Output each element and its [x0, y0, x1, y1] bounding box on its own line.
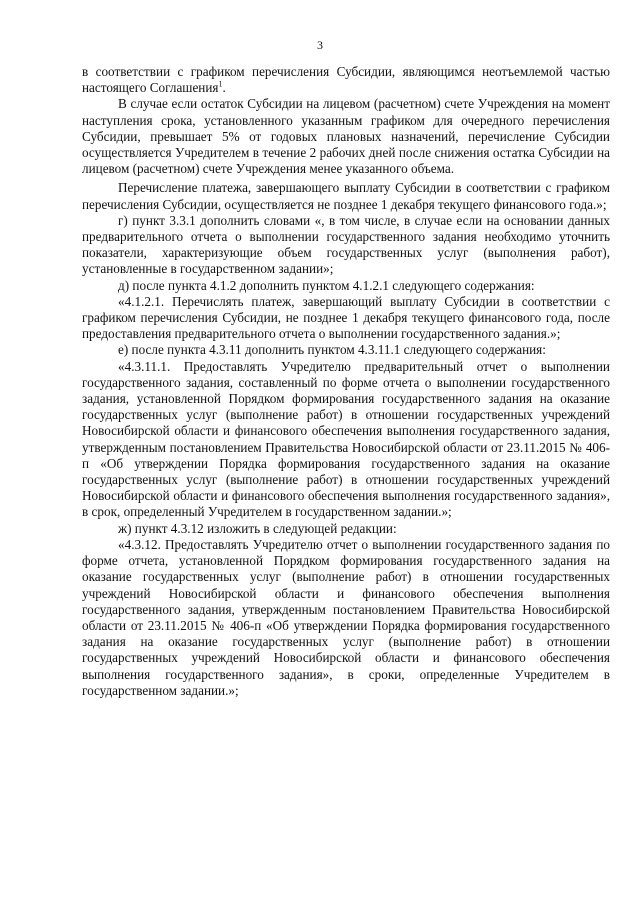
footnote-reference[interactable]: 1	[218, 79, 223, 89]
document-body	[82, 64, 610, 699]
paragraph-end-punct: .	[222, 80, 226, 96]
paragraph-4-3-12: «4.3.12. Предоставлять Учредителю отчет о выполнении государственного задания по форме отчета, установленной Порядком формирования государственного задания на оказание государственных услуг (выполнение работ) в отношении государственных учреждений Новосибирской области и финансового обеспечения выполнения государственного задания, утвержденным постановлением Правительства Новосибирской области от 23.11.2015 № 406-п «Об утверждении Порядка формирования государственного задания на оказание государственных услуг (выполнение работ) в отношении государственных учреждений Новосибирской области и финансового обеспечения выполнения государственного задания», в сроки, определенные Учредителем в государственном задании.»;	[82, 536, 610, 698]
paragraph-item-zh: ж) пункт 4.3.12 изложить в следующей редакции:	[118, 520, 397, 536]
paragraph-item-d: д) после пункта 4.1.2 дополнить пунктом 4.1.2.1 следующего содержания:	[118, 277, 535, 293]
paragraph-remaining-subsidy: В случае если остаток Субсидии на лицевом (расчетном) счете Учреждения на момент наступления срока, установленного указанным графиком для очередного перечисления Субсидии, превышает 5% от годовых плановых назначений, перечисление Субсидии осуществляется Учредителем в течение 2 рабочих дней после снижения остатка Субсидии на лицевом (расчетном) счете Учреждения менее указанного объема.	[82, 96, 610, 177]
paragraph-4-1-2-1: «4.1.2.1. Перечислять платеж, завершающий выплату Субсидии в соответствии с графиком перечисления Субсидии, не позднее 1 декабря текущего финансового года, после предоставления предварительного отчета о выполнении государственного задания.»;	[82, 293, 610, 342]
paragraph-4-3-11-1: «4.3.11.1. Предоставлять Учредителю предварительный отчет о выполнении государственного задания, составленный по форме отчета о выполнении государственного задания, установленной Порядком формирования государственного задания на оказание государственных услуг (выполнение работ) в отношении государственных учреждений Новосибирской области и финансового обеспечения выполнения государственного задания, утвержденным постановлением Правительства Новосибирской области от 23.11.2015 № 406-п «Об утверждении Порядка формирования государственного задания на оказание государственных услуг (выполнение работ) в отношении государственных учреждений Новосибирской области и финансового обеспечения выполнения государственного задания», в срок, определенный Учредителем в государственном задании.»;	[82, 358, 610, 520]
paragraph-final-payment: Перечисление платежа, завершающего выплату Субсидии в соответствии с графиком перечисления Субсидии, осуществляется не позднее 1 декабря текущего финансового года.»;	[82, 180, 610, 212]
paragraph-item-g: г) пункт 3.3.1 дополнить словами «, в том числе, в случае если на основании данных предварительного отчета о выполнении государственного задания необходимо уточнить показатели, характеризующие объем государственных услуг (выполнения работ), установленные в государственном задании»;	[82, 212, 610, 277]
paragraph-text: в соответствии с графиком перечисления Субсидии, являющимся неотъемлемой частью настоящего Соглашения	[82, 64, 610, 96]
page-number: 3	[317, 38, 323, 52]
paragraph-continuation	[82, 64, 610, 96]
paragraph-item-e: е) после пункта 4.3.11 дополнить пунктом 4.3.11.1 следующего содержания:	[118, 342, 546, 358]
